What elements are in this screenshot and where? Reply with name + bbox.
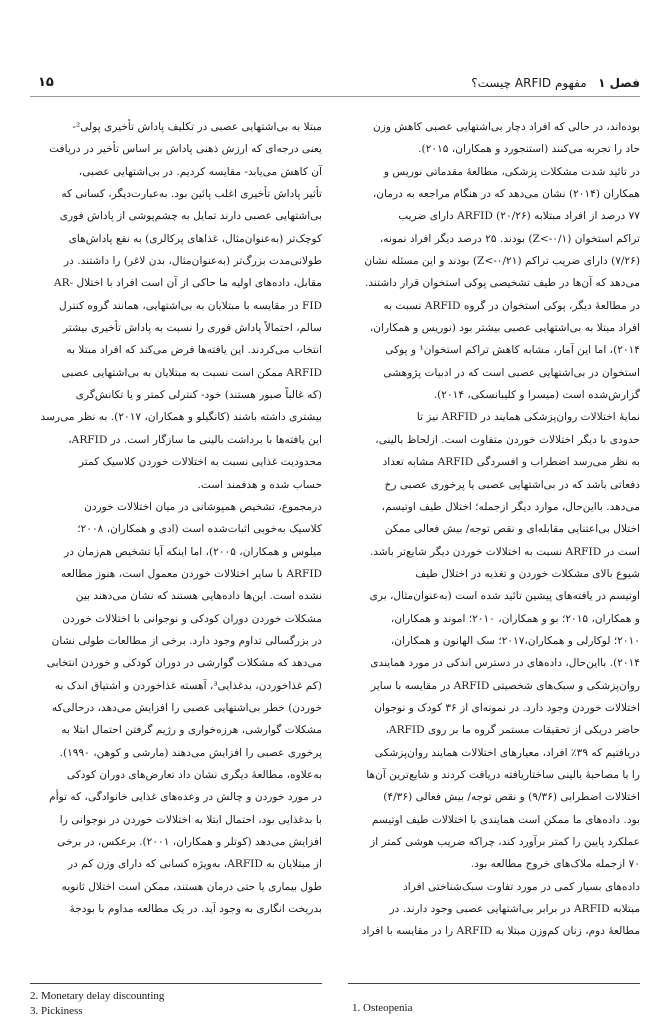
text-line: مطالعهٔ دوم، زنان کم‌وزن مبتلا به ARFID را در مقایسه با افراد [361, 925, 640, 938]
right-column [348, 116, 640, 943]
text-line: ARFID با سایر اختلالات خوردن معمول است، هنوز مطالعه [60, 567, 322, 580]
text-line: بیشتری داشته باشند (کانگیلو و همکاران، ۲۰۱۷). به نظر می‌رسد [40, 411, 322, 424]
footnote-1: 1. Osteopenia [352, 1002, 413, 1014]
text-line: همکاران (۲۰۱۴) نشان می‌دهد که در هنگام مراجعه به درمان، [372, 188, 640, 201]
paragraph [348, 161, 640, 407]
text-line: در مورد خوردن و چالش در وعده‌های غذایی خانوادگی، که توأم [49, 791, 322, 804]
text-line: مبتلا به بی‌اشتهایی عصبی در تکلیف پاداش تأخیری پولی²- [72, 121, 322, 133]
text-line: می‌دهد که مشکلات گوارشی در دوران کودکی و خوردن انتخابی [46, 657, 322, 670]
footnotes-left [30, 989, 164, 1019]
text-line: و همکاران، ۲۰۱۵؛ بو و همکاران، ۲۰۱۰؛ اموند و همکاران، [390, 612, 640, 625]
text-line: نشده است. این‌ها داده‌هایی هستند که نشان می‌دهند بین [75, 590, 322, 603]
text-line: انتخاب می‌کردند. این یافته‌ها فرض می‌کند که افراد مبتلا به [66, 344, 322, 357]
text-line: در بزرگسالی تداوم وجود دارد. برخی از مطالعات طولی نشان [51, 634, 322, 647]
text-line: طولانی‌مدت بزرگ‌تر (به‌عنوان‌مثال، بدن لاغر) را داشتند. در [64, 255, 322, 268]
footnote-rule-right [348, 983, 640, 984]
text-line: ۲۰۱۰؛ لوکارلی و همکاران،۲۰۱۷؛ سک الهانون و همکاران، [390, 634, 640, 647]
text-line: درمجموع، تشخیص همپوشانی در میان اختلالات خوردن [84, 500, 322, 513]
footnote-2: 2. Monetary delay discounting [30, 990, 165, 1002]
text-line: محدودیت غذایی نسبت به اختلالات خوردن کلاسیک کمتر [78, 456, 322, 469]
text-line: را با مصاحبهٔ بالینی ساختاریافته دریافت کردند و شایع‌ترین آن‌ها [366, 768, 640, 781]
text-line: ۷۰ ازجمله ملاک‌های خروج مطالعه بود. [470, 858, 640, 871]
text-line: طول بیماری یا حتی درمان هستند، ممکن است اختلال ثانویه [61, 880, 322, 893]
text-line: تأثیر پاداش تأخیری اغلب پائین بود. به‌عبارت‌دیگر، کسانی که [61, 188, 322, 201]
text-line: دفعاتی باشد که در بی‌اشتهایی عصبی یا پرخوری عصبی رخ [384, 478, 640, 491]
paragraph [30, 116, 322, 496]
text-line: استخوان در بی‌اشتهایی عصبی است که در ادبیات پژوهشی [383, 366, 640, 379]
text-line: اختلالات اضطرابی (۹/۳۶) و نقص توجه/ بیش فعالی (۴/۳۶) [383, 791, 640, 804]
text-line: می‌دهد که آن‌ها در طیف تشخیصی پوکی استخوان قرار داشتند. [365, 277, 640, 290]
text-line: است در ARFID نسبت به اختلالات خوردن دیگر شایع‌تر باشد. [369, 545, 640, 558]
text-line: نمایهٔ اختلالات روان‌پزشکی همایند در ARFID نیز تا [416, 411, 640, 424]
text-line: میلوس و همکاران، ۲۰۰۵)، اما اینکه آیا تشخیص هم‌زمان در [64, 545, 322, 558]
footnote-rule-left [30, 983, 322, 984]
text-line: روان‌پزشکی و سبک‌های شخصیتی ARFID در مقایسه با سایر [370, 679, 640, 692]
text-line: از مبتلایان به ARFID، به‌ویژه کسانی که دارای وزن کم در [67, 858, 322, 871]
text-line: دریافتیم که ۳۹٪ افراد، معیارهای اختلالات همایند روان‌پزشکی [374, 746, 640, 759]
text-line: عملکرد پایین را کمتر برآورد کند، چراکه ضریب هوشی کمتر از [370, 836, 640, 848]
text-line: اوتیسم در یافته‌های پیشین تائید شده است (به‌عنوان‌مثال، بری [369, 590, 640, 603]
text-line: حساب شده و هدفمند است. [197, 478, 322, 491]
text-line: می‌دهد. بااین‌حال، موارد دیگر ازجمله؛ اختلال طیف اوتیسم، [381, 500, 640, 513]
text-line: در مطالعهٔ دیگر، پوکی استخوان در گروه ARFID نسبت به [383, 299, 640, 312]
footnote-3: 3. Pickiness [30, 1005, 83, 1017]
chapter-title: مفهوم ARFID چیست؟ [471, 76, 587, 90]
paragraph [30, 496, 322, 921]
text-line: اختلال بی‌اعتنایی مقابله‌ای و نقص توجه/ بیش فعالی ممکن [384, 523, 640, 536]
text-line: (۷/۲۶) دارای ضریب تراکم (Z<-۰/۲۱) بودند و این مسئله نشان [364, 255, 640, 268]
text-line: داده‌های بسیار کمی در مورد تفاوت سبک‌شناختی افراد [403, 880, 640, 893]
page-number: ۱۵ [38, 75, 54, 90]
text-line: به نظر می‌رسد اضطراب و افسردگی ARFID مشابه تعداد [382, 456, 640, 469]
text-line: پرخوری عصبی را افزایش می‌دهند (مارشی و کوهن، ۱۹۹۰). [59, 746, 322, 759]
paragraph [348, 116, 640, 161]
text-line: (کم غذاخوردن، بدغذایی³، آهسته غذاخوردن و اشتیاق اندک به [54, 679, 322, 692]
text-line: مقابل، داده‌های اولیه ما حاکی از آن است افراد با اختلال -AR [53, 277, 322, 290]
text-line: بدریخت انگاری به وجود آید. در یک مطالعه مداوم با بودجهٔ [69, 903, 322, 916]
paragraph [348, 406, 640, 562]
text-line: بوده‌اند، در حالی که افراد دچار بی‌اشتهایی عصبی کاهش وزن [373, 121, 640, 133]
text-line: کلاسیک به‌خوبی اثبات‌شده است (ادی و همکاران، ۲۰۰۸؛ [77, 523, 322, 536]
text-line: تراکم استخوان (Z<-۰/۱) بودند. ۲۵ درصد دیگر افراد نمونه، [379, 232, 640, 245]
text-line: افزایش می‌دهد (کوتلر و همکاران، ۲۰۰۱). برعکس، در برخی [57, 836, 322, 848]
left-column [30, 116, 322, 920]
text-line: شیوع بالای مشکلات خوردن و تغذیه در اختلال طیف [415, 567, 640, 580]
text-line: حدودی با دیگر اختلالات خوردن متفاوت است. ازلحاظ بالینی، [375, 433, 640, 446]
text-line: حاد را تجربه می‌کنند (استنجورد و همکاران، ۲۰۱۵). [418, 143, 640, 156]
text-line: افراد مبتلا به بی‌اشتهایی عصبی بیشتر بود (نوریس و همکاران، [369, 322, 640, 335]
text-line: بی‌اشتهایی عصبی دارند تمایل به چشم‌پوشی از پاداش فوری [59, 210, 322, 223]
text-line: گزارش‌شده است (میسرا و کلیبانسکی، ۲۰۱۴). [433, 389, 640, 402]
text-line: این یافته‌ها با برداشت بالینی ما سازگار است. در ARFID، [68, 433, 322, 446]
text-line: اختلالات خوردن وجود دارد. در نمونه‌ای از ۳۶ کودک و نوجوان [374, 701, 640, 714]
text-line: خوردن) خطر بی‌اشتهایی عصبی را افزایش می‌دهد، درحالی‌که [51, 701, 322, 714]
text-line: ۲۰۱۴)، اما این آمار، مشابه کاهش تراکم استخوان¹ و پوکی [385, 344, 640, 357]
paragraph [348, 563, 640, 876]
text-line: مبتلابه ARFID در برابر بی‌اشتهایی عصبی وجود دارند. در [389, 903, 640, 916]
text-line: در تائید شدت مشکلات پزشکی، مطالعهٔ مقدماتی نوریس و [383, 165, 640, 178]
text-line: حاضر دریکی از تحقیقات مستمر گروه ما بر روی ARFID، [385, 724, 640, 737]
text-line: ARFID ممکن است نسبت به مبتلایان به بی‌اشتهایی عصبی [61, 366, 322, 379]
text-line: به‌علاوه، مطالعهٔ دیگری نشان داد تعارض‌های دوران کودکی [66, 768, 322, 781]
chapter-label: فصل ۱ [598, 76, 640, 90]
text-line: بود. داده‌های ما ممکن است همایندی با اختلالات طیف اوتیسم [371, 813, 640, 826]
text-line: کوچک‌تر (به‌عنوان‌مثال، غذاهای پرکالری) به نفع پاداش‌های [68, 232, 322, 245]
text-line: مشکلات خوردن دوران کودکی و نوجوانی با اختلالات خوردن [62, 612, 322, 625]
text-line: (که غالباً صبور هستند) خود- کنترلی کمتر و یا تکانش‌گری [75, 389, 322, 402]
text-line: آن کاهش می‌یابد- مقایسه کردیم. در بی‌اشتهایی عصبی، [78, 165, 322, 178]
text-line: ۲۰۱۴). بااین‌حال، داده‌های در دسترس اندکی در مورد همایندی [370, 657, 640, 670]
chapter-heading [471, 76, 640, 90]
text-line: یعنی درجه‌ای که ارزش ذهنی پاداش بر اساس تأخیر در دریافت [49, 143, 322, 156]
footnotes-right [352, 1001, 412, 1016]
paragraph [348, 876, 640, 943]
text-line: ۷۷ درصد از افراد مبتلابه ARFID (۲۰/۲۶) دارای ضریب [398, 210, 640, 223]
header-rule [30, 96, 640, 97]
running-header [30, 72, 640, 94]
text-line: با بدغذایی بود، احتمال ابتلا به اختلالات خوردن در نوجوانی را [59, 813, 322, 826]
text-line: سالم، احتمالاً پاداش فوری را نسبت به پاداش تأخیری بیشتر [62, 322, 322, 335]
text-line: مشکلات گوارشی، هرزه‌خواری و رژیم گرفتن احتمال ابتلا به [61, 724, 322, 737]
text-line: FID در مقایسه با مبتلایان به بی‌اشتهایی، همانند گروه کنترل [59, 299, 322, 312]
